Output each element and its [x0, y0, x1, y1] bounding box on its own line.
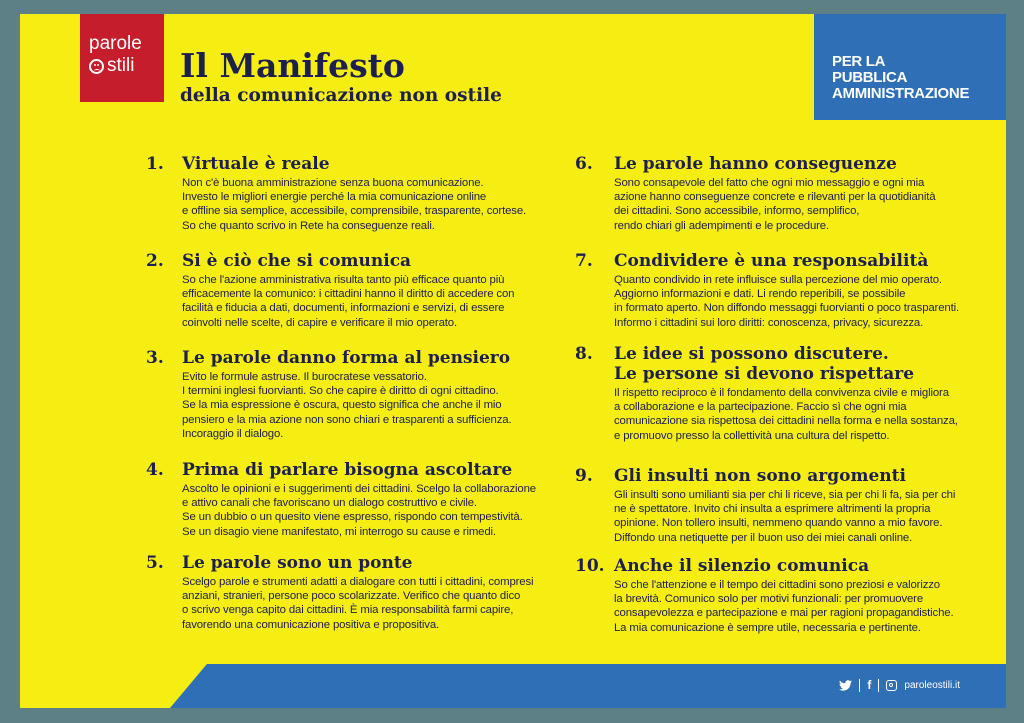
logo-line2: stili — [107, 55, 135, 76]
principles-column-right — [575, 152, 998, 635]
logo-line2-wrap — [89, 56, 134, 76]
parole-ostili-logo — [80, 14, 164, 102]
principle-number: 10. — [575, 556, 605, 576]
social-links — [839, 678, 960, 692]
principle-number: 1. — [146, 154, 164, 174]
principle-item — [575, 464, 998, 554]
principle-number: 9. — [575, 466, 593, 486]
separator — [859, 679, 860, 692]
principle-title: Prima di parlare bisogna ascoltare — [182, 460, 513, 480]
principle-number: 3. — [146, 348, 164, 368]
principle-body: Il rispetto reciproco è il fondamento della convivenza civile e migliora a collaborazione e la partecipazione. Faccio sì che ogni mia comunicazione sia rispettosa dei cittadini nella forma e nella sostanza, e promuovo presso la collettività una cultura del rispetto. — [614, 387, 958, 442]
principle-item — [575, 342, 998, 464]
audience-banner — [814, 14, 1006, 120]
principles-column-left — [146, 152, 578, 632]
principle-title: Virtuale è reale — [182, 154, 330, 174]
principle-number: 7. — [575, 251, 593, 271]
principle-body: Gli insulti sono umilianti sia per chi li riceve, sia per chi li fa, sia per chi ne è spettatore. Invito chi insulta a esprimere altrimenti la propria opinione. Non tollero insulti, nemmeno quando vanno a mio favore. Diffondo una netiquette per il buon uso dei miei canali online. — [614, 489, 956, 544]
principle-title: Le parole danno forma al pensiero — [182, 348, 511, 368]
twitter-icon[interactable] — [839, 680, 852, 691]
manifesto-poster — [20, 14, 1006, 708]
website-link[interactable]: paroleostili.it — [904, 679, 960, 691]
principle-body: Ascolto le opinioni e i suggerimenti dei cittadini. Scelgo la collaborazione e attivo canali che favoriscano un dialogo costruttivo e civile. Se un dubbio o un quesito viene espresso, rispondo con tempestività. Se un disagio viene manifestato, mi interrogo su cause e rimedi. — [182, 483, 536, 538]
principle-item — [575, 249, 998, 342]
principle-item — [146, 551, 578, 632]
sad-face-icon — [89, 59, 104, 74]
principle-number: 2. — [146, 251, 164, 271]
principle-body: Evito le formule astruse. Il burocratese vessatorio. I termini inglesi fuorvianti. So che capire è diritto di ogni cittadino. Se la mia espressione è oscura, questo significa che anche il mio pensiero e la mia azione non sono chiari e trasparenti a sufficienza. Incoraggio il dialogo. — [182, 371, 512, 440]
principle-title: Le idee si possono discutere. Le persone si devono rispettare — [614, 344, 915, 384]
principle-title: Le parole sono un ponte — [182, 553, 413, 573]
principle-body: Quanto condivido in rete influisce sulla percezione del mio operato. Aggiorno informazioni e dati. Li rendo reperibili, se possibile in formato aperto. Non diffondo messaggi fuorvianti o poco trasparenti. Informo i cittadini sui loro diritti: conoscenza, privacy, sicurezza. — [614, 274, 959, 329]
separator — [878, 679, 879, 692]
logo-line1: parole — [89, 33, 142, 54]
page-title: Il Manifesto — [180, 46, 405, 85]
principle-number: 5. — [146, 553, 164, 573]
principle-title: Gli insulti non sono argomenti — [614, 466, 906, 486]
principle-item — [146, 346, 578, 458]
footer-bar — [20, 664, 1006, 708]
principle-title: Si è ciò che si comunica — [182, 251, 412, 271]
principle-item — [575, 554, 998, 635]
principle-body: Non c'è buona amministrazione senza buona comunicazione. Investo le migliori energie perché la mia comunicazione online e offline sia semplice, accessibile, comprensibile, trasparente, cortese. So che quanto scrivo in Rete ha conseguenze reali. — [182, 177, 527, 232]
facebook-icon[interactable]: f — [867, 678, 872, 692]
principle-item — [146, 249, 578, 346]
principle-item — [575, 152, 998, 249]
principle-title: Le parole hanno conseguenze — [614, 154, 897, 174]
audience-banner-text: PER LA PUBBLICA AMMINISTRAZIONE — [832, 53, 970, 102]
principle-title: Condividere è una responsabilità — [614, 251, 929, 271]
principle-body: So che l'azione amministrativa risulta tanto più efficace quanto più efficacemente la comunico: i cittadini hanno il diritto di accedere con facilità e fiducia a dati, documenti, informazioni e servizi, di essere coinvolti nelle scelte, di capire e verificare il mio operato. — [182, 274, 515, 329]
principle-item — [146, 458, 578, 551]
principle-body: So che l'attenzione e il tempo dei cittadini sono preziosi e valorizzo la brevità. Comunico solo per motivi funzionali: per promuovere consapevolezza e partecipazione e mai per ragioni propagandistiche. La mia comunicazione è sempre utile, necessaria e pertinente. — [614, 579, 954, 634]
principle-number: 4. — [146, 460, 164, 480]
principle-body: Scelgo parole e strumenti adatti a dialogare con tutti i cittadini, compresi anziani, stranieri, persone poco scolarizzate. Verifico che quanto dico o scrivo venga capito dai cittadini. È mia responsabilità farmi capire, favorendo una comunicazione positiva e propositiva. — [182, 576, 534, 631]
page-subtitle: della comunicazione non ostile — [180, 85, 502, 106]
principle-number: 6. — [575, 154, 593, 174]
principle-number: 8. — [575, 344, 593, 364]
principle-item — [146, 152, 578, 249]
principle-body: Sono consapevole del fatto che ogni mio messaggio e ogni mia azione hanno conseguenze concrete e rilevanti per la quotidianità dei cittadini. Sono accessibile, informo, semplifico, rendo chiari gli adempimenti e le procedure. — [614, 177, 936, 232]
principle-title: Anche il silenzio comunica — [614, 556, 870, 576]
instagram-icon[interactable] — [886, 680, 897, 691]
